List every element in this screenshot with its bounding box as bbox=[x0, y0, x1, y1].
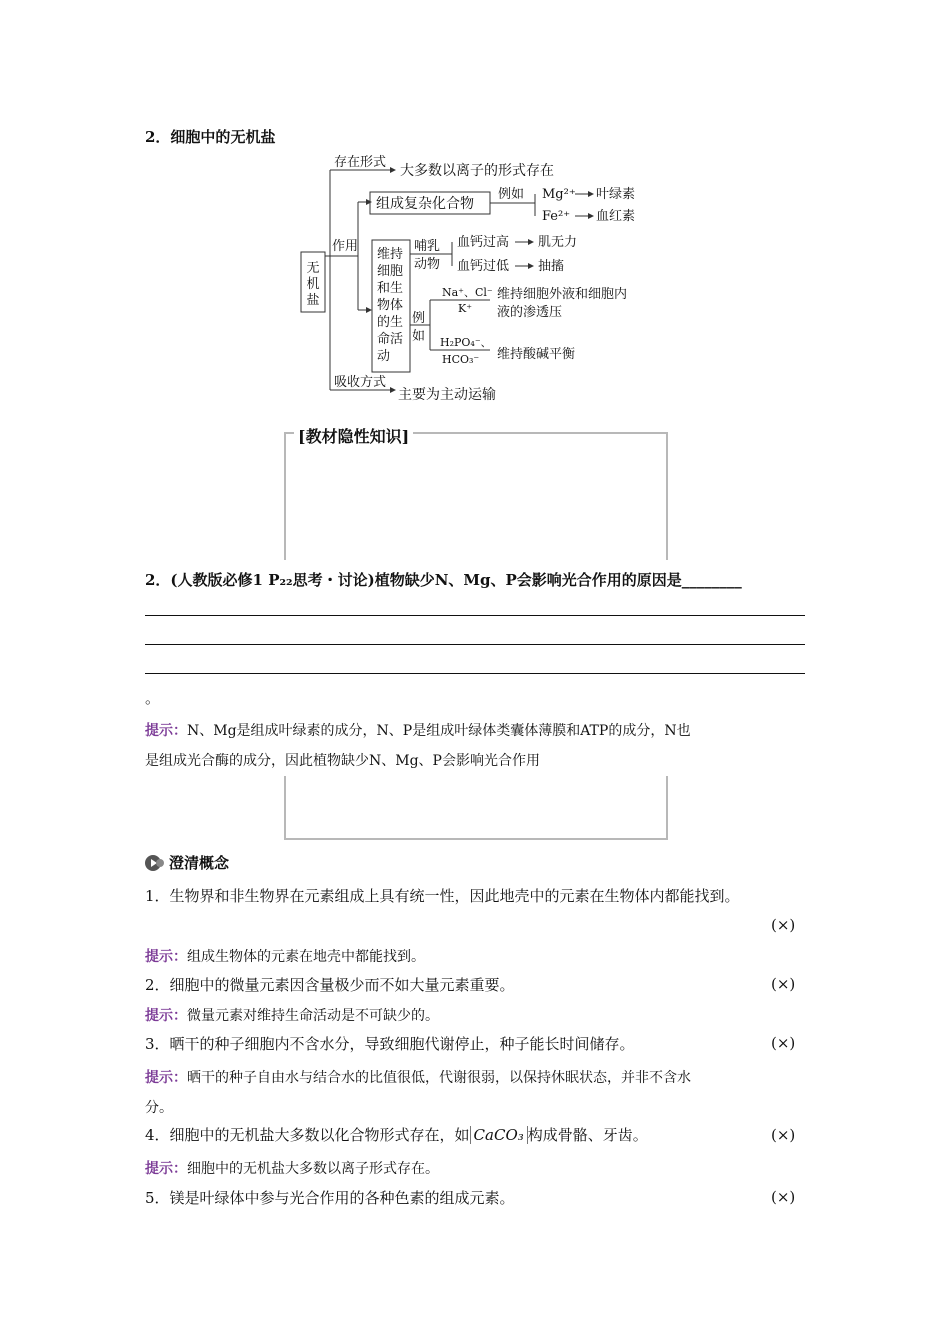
section-heading: 2．细胞中的无机盐 bbox=[145, 128, 276, 146]
ions1-result-2: 液的渗透压 bbox=[497, 305, 563, 320]
ca-low: 血钙过低 bbox=[457, 259, 510, 274]
absorb-label: 吸收方式 bbox=[334, 375, 387, 390]
hidden-knowledge-hint: 提示：N、Mg是组成叶绿素的成分，N、P是组成叶绿体类囊体薄膜和ATP的成分，N也 是组成光合酶的成分，因此植物缺少N、Mg、P会影响光合作用 bbox=[145, 723, 691, 769]
exist-text: 大多数以离子的形式存在 bbox=[400, 163, 554, 179]
mg-ion: Mg²⁺ bbox=[542, 187, 576, 202]
mammal-label-2: 动物 bbox=[414, 257, 441, 272]
ca-high: 血钙过高 bbox=[457, 235, 510, 250]
svg-text:和生: 和生 bbox=[377, 281, 404, 296]
clarify-item-3: 3．晒干的种子细胞内不含水分，导致细胞代谢停止，种子能长时间储存。 bbox=[145, 1035, 635, 1053]
fe-ion: Fe²⁺ bbox=[542, 209, 571, 224]
hidden-knowledge-title: [教材隐性知识] bbox=[294, 424, 413, 447]
svg-text:命活: 命活 bbox=[377, 332, 404, 347]
ions1b: K⁺ bbox=[458, 302, 473, 315]
example-label: 例如 bbox=[498, 187, 525, 202]
example2-label-1: 例 bbox=[412, 311, 426, 326]
svg-text:的生: 的生 bbox=[377, 315, 404, 330]
function-label: 作用 bbox=[332, 239, 359, 254]
ions2: H₂PO₄⁻、 bbox=[440, 336, 492, 349]
hidden-knowledge-frame-top bbox=[284, 432, 668, 560]
svg-text:动: 动 bbox=[377, 349, 391, 364]
complex-text: 组成复杂化合物 bbox=[376, 196, 474, 212]
inorganic-salt-diagram bbox=[290, 150, 690, 410]
clarify-hint-2: 提示：微量元素对维持生命活动是不可缺少的。 bbox=[145, 1008, 439, 1024]
answer-line-3[interactable] bbox=[145, 673, 805, 674]
ions2-result: 维持酸碱平衡 bbox=[497, 347, 576, 362]
clarify-item-2: 2．细胞中的微量元素因含量极少而不如大量元素重要。 bbox=[145, 976, 515, 994]
question-end-mark: 。 bbox=[145, 689, 161, 707]
clarify-title: 澄清概念 bbox=[169, 854, 230, 872]
svg-text:细胞: 细胞 bbox=[377, 264, 404, 279]
clarify-mark-3: (×) bbox=[771, 1034, 796, 1052]
clarify-hint-1: 提示：组成生物体的元素在地壳中都能找到。 bbox=[145, 949, 425, 965]
svg-text:维持: 维持 bbox=[377, 247, 404, 262]
example2-label-2: 如 bbox=[412, 329, 426, 344]
root-label: 无机盐 bbox=[306, 261, 320, 308]
clarify-mark-1: (×) bbox=[771, 916, 796, 934]
clarify-item-1: 1．生物界和非生物界在元素组成上具有统一性，因此地壳中的元素在生物体内都能找到。 bbox=[145, 887, 740, 905]
clarify-hint-4: 提示：细胞中的无机盐大多数以离子形式存在。 bbox=[145, 1161, 439, 1177]
ions1: Na⁺、Cl⁻ bbox=[442, 286, 493, 299]
clarify-item-5: 5．镁是叶绿体中参与光合作用的各种色素的组成元素。 bbox=[145, 1189, 515, 1207]
answer-line-1[interactable] bbox=[145, 615, 805, 616]
formula: CaCO₃ bbox=[470, 1126, 528, 1144]
fe-result: 血红素 bbox=[596, 209, 636, 224]
ca-high-result: 肌无力 bbox=[538, 235, 578, 250]
clarify-header bbox=[145, 852, 229, 873]
ions1-result-1: 维持细胞外液和细胞内 bbox=[497, 287, 628, 302]
play-icon bbox=[145, 854, 165, 872]
exist-label: 存在形式 bbox=[334, 155, 387, 170]
hidden-knowledge-frame-bottom bbox=[284, 776, 668, 840]
clarify-hint-3: 提示：晒干的种子自由水与结合水的比值很低，代谢很弱，以保持休眠状态，并非不含水 分。 bbox=[145, 1070, 691, 1116]
clarify-mark-2: (×) bbox=[771, 975, 796, 993]
clarify-mark-5: (×) bbox=[771, 1188, 796, 1206]
ions2b: HCO₃⁻ bbox=[442, 353, 480, 366]
mammal-label-1: 哺乳 bbox=[414, 239, 441, 254]
hidden-knowledge-question: 2．(人教版必修1 P₂₂思考・讨论)植物缺少N、Mg、P会影响光合作用的原因是________ bbox=[145, 571, 742, 589]
clarify-item-4: 4．细胞中的无机盐大多数以化合物形式存在，如 CaCO₃ 构成骨骼、牙齿。 bbox=[145, 1126, 648, 1144]
clarify-mark-4: (×) bbox=[771, 1126, 796, 1144]
svg-text:物体: 物体 bbox=[377, 298, 404, 313]
absorb-text: 主要为主动运输 bbox=[398, 387, 496, 403]
answer-line-2[interactable] bbox=[145, 644, 805, 645]
mg-result: 叶绿素 bbox=[596, 187, 636, 202]
ca-low-result: 抽搐 bbox=[538, 259, 565, 274]
hint-label: 提示： bbox=[145, 723, 187, 739]
